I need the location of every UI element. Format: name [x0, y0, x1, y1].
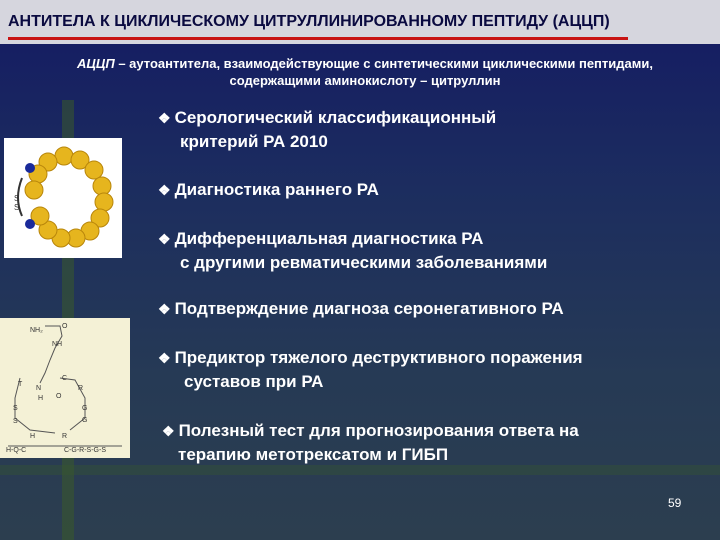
list-item-text: Полезный тест для прогнозирования ответа на: [178, 421, 579, 440]
definition-text: [40, 55, 690, 89]
struct-o1: O: [62, 323, 68, 330]
struct-r1: R: [78, 385, 84, 392]
diamond-bullet-icon: ❖: [162, 423, 175, 439]
list-item: [158, 178, 379, 202]
struct-right-chain: C-G-R-S-G-S: [64, 447, 106, 454]
list-item-text: Дифференциальная диагностика РА: [174, 229, 484, 248]
definition-body: – аутоантитела, взаимодействующие с синтетическими циклическими пептидами, содержащими аминокислоту – цитруллин: [114, 56, 653, 88]
struct-o2: O: [56, 393, 62, 400]
slide-title: АНТИТЕЛА К ЦИКЛИЧЕСКОМУ ЦИТРУЛЛИНИРОВАННОМУ ПЕПТИДУ (АЦЦП): [8, 13, 610, 30]
peptide-structure-diagram: [0, 318, 130, 458]
page-number: 59: [668, 496, 682, 510]
list-item-text-cont: с другими ревматическими заболеваниями: [180, 253, 548, 272]
struct-h: H: [38, 395, 44, 402]
diamond-bullet-icon: ❖: [158, 231, 171, 247]
definition-abbr: АЦЦП: [77, 56, 115, 71]
list-item: [158, 106, 496, 154]
list-item: [158, 227, 547, 275]
struct-t: T: [18, 381, 23, 388]
struct-left-chain: H-Q-C: [6, 447, 27, 454]
svg-text:S: S: [14, 203, 20, 212]
diamond-bullet-icon: ❖: [158, 182, 171, 198]
struct-g1: G: [82, 405, 88, 412]
list-item-text: Подтверждение диагноза серонегативного РА: [174, 299, 564, 318]
struct-s1: S: [13, 405, 18, 412]
struct-nh2: NH₂: [30, 327, 43, 334]
list-item: [158, 346, 583, 394]
struct-s2: S: [13, 418, 18, 425]
list-item-text-cont: суставов при РА: [184, 372, 324, 391]
list-item: [158, 297, 564, 321]
antibody-illustration: [4, 138, 122, 258]
list-item: [162, 419, 579, 467]
struct-g2: G: [82, 417, 88, 424]
struct-h2: H: [30, 433, 36, 440]
diamond-bullet-icon: ❖: [158, 110, 171, 126]
list-item-text: Диагностика раннего РА: [174, 180, 379, 199]
title-underline: [8, 37, 628, 40]
struct-c1: C: [62, 375, 68, 382]
struct-nh: NH: [52, 341, 63, 348]
list-item-text-cont: критерий РА 2010: [180, 132, 328, 151]
diamond-bullet-icon: ❖: [158, 301, 171, 317]
list-item-text: Серологический классификационный: [174, 108, 497, 127]
list-item-text: Предиктор тяжелого деструктивного поражения: [174, 348, 583, 367]
struct-r2: R: [62, 433, 68, 440]
svg-text:S: S: [14, 194, 20, 203]
diamond-bullet-icon: ❖: [158, 350, 171, 366]
list-item-text-cont: терапию метотрексатом и ГИБП: [178, 445, 449, 464]
struct-n: N: [36, 385, 42, 392]
